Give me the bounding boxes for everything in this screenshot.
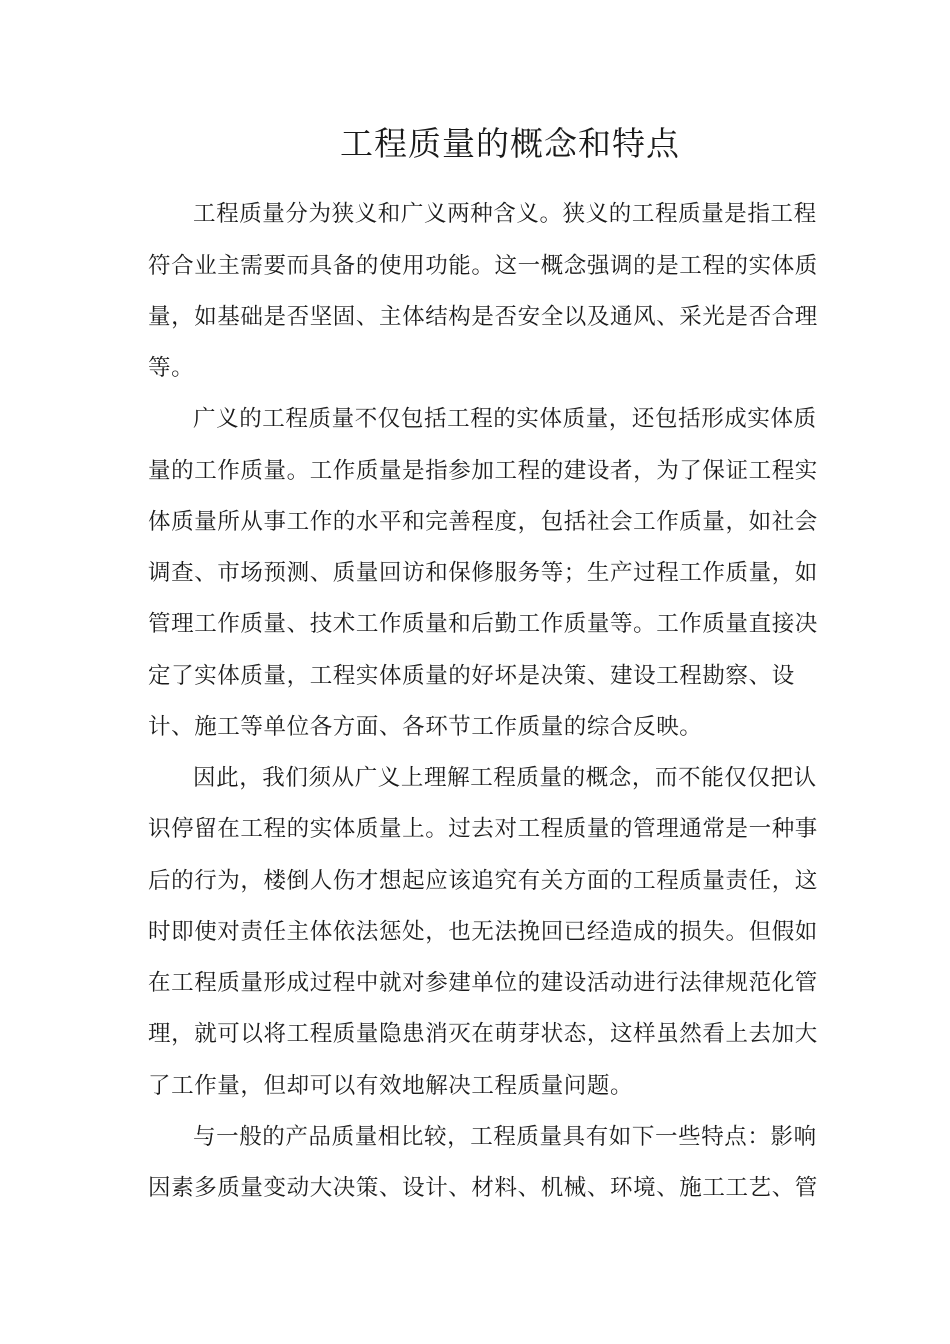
- paragraph-1-line-3: 量，如基础是否坚固、主体结构是否安全以及通风、采光是否合理: [148, 304, 818, 330]
- document-title: 工程质量的概念和特点: [340, 124, 680, 163]
- paragraph-2-line-6: 定了实体质量，工程实体质量的好坏是决策、建设工程勘察、设: [148, 663, 795, 689]
- paragraph-2-line-4: 调查、市场预测、质量回访和保修服务等；生产过程工作质量，如: [148, 560, 818, 586]
- paragraph-3-line-2: 识停留在工程的实体质量上。过去对工程质量的管理通常是一种事: [148, 816, 818, 842]
- paragraph-3-line-6: 理，就可以将工程质量隐患消灭在萌芽状态，这样虽然看上去加大: [148, 1021, 818, 1047]
- paragraph-3-line-7: 了工作量，但却可以有效地解决工程质量问题。: [148, 1073, 634, 1099]
- paragraph-1-line-2: 符合业主需要而具备的使用功能。这一概念强调的是工程的实体质: [148, 253, 818, 279]
- paragraph-1-line-4: 等。: [148, 355, 195, 381]
- paragraph-4-line-1: 与一般的产品质量相比较，工程质量具有如下一些特点：影响: [193, 1124, 817, 1150]
- paragraph-2-line-5: 管理工作质量、技术工作质量和后勤工作质量等。工作质量直接决: [148, 611, 818, 637]
- paragraph-3-line-5: 在工程质量形成过程中就对参建单位的建设活动进行法律规范化管: [148, 970, 818, 996]
- paragraph-3-line-1: 因此，我们须从广义上理解工程质量的概念，而不能仅仅把认: [193, 765, 817, 791]
- paragraph-2-line-3: 体质量所从事工作的水平和完善程度，包括社会工作质量，如社会: [148, 509, 818, 535]
- paragraph-2-line-7: 计、施工等单位各方面、各环节工作质量的综合反映。: [148, 714, 703, 740]
- paragraph-3-line-3: 后的行为，楼倒人伤才想起应该追究有关方面的工程质量责任，这: [148, 868, 818, 894]
- paragraph-2-line-1: 广义的工程质量不仅包括工程的实体质量，还包括形成实体质: [193, 406, 817, 432]
- paragraph-4-line-2: 因素多质量变动大决策、设计、材料、机械、环境、施工工艺、管: [148, 1175, 818, 1201]
- paragraph-2-line-2: 量的工作质量。工作质量是指参加工程的建设者，为了保证工程实: [148, 458, 818, 484]
- paragraph-3-line-4: 时即使对责任主体依法惩处，也无法挽回已经造成的损失。但假如: [148, 919, 818, 945]
- paragraph-1-line-1: 工程质量分为狭义和广义两种含义。狭义的工程质量是指工程: [193, 201, 817, 227]
